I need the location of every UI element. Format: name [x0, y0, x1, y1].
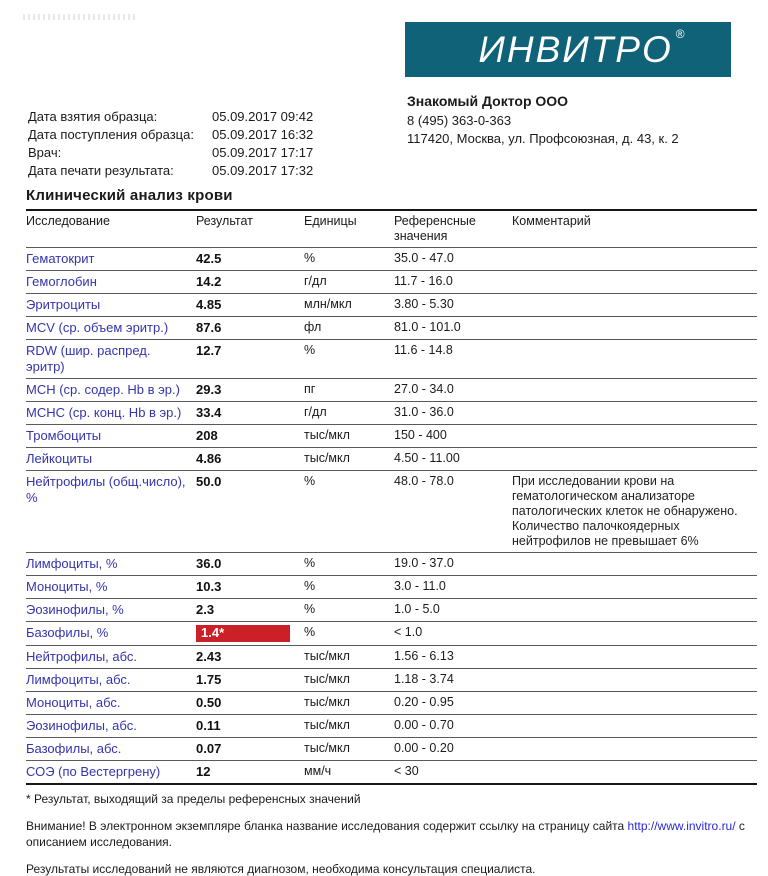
test-comment	[512, 761, 757, 785]
test-comment	[512, 448, 757, 471]
test-units: тыс/мкл	[304, 738, 394, 761]
test-reference: 19.0 - 37.0	[394, 553, 512, 576]
warning-text-prefix: Внимание! В электронном экземпляре бланка название исследования содержит ссылку на страницу сайта	[26, 819, 628, 833]
test-name: Эозинофилы, абс.	[26, 718, 137, 733]
date-value: 05.09.2017 17:17	[212, 145, 314, 160]
date-value: 05.09.2017 09:42	[212, 109, 314, 124]
table-row	[26, 471, 757, 553]
organization-phone: 8 (495) 363-0-363	[407, 113, 512, 128]
test-reference: < 1.0	[394, 622, 512, 646]
organization-name: Знакомый Доктор ООО	[407, 93, 569, 109]
test-comment	[512, 402, 757, 425]
test-result: 50.0	[196, 474, 222, 489]
test-units: млн/мкл	[304, 294, 394, 317]
test-comment	[512, 576, 757, 599]
sample-dates-block	[28, 108, 313, 180]
test-units: %	[304, 340, 394, 379]
test-name: Базофилы, %	[26, 625, 109, 640]
table-row	[26, 692, 757, 715]
column-header-reference: Референсные значения	[394, 210, 512, 248]
date-label: Врач:	[28, 145, 62, 160]
test-reference: < 30	[394, 761, 512, 785]
table-row	[26, 646, 757, 669]
test-comment: При исследовании крови на гематологическом анализаторе патологических клеток не обнаружено. Количество палочкоядерных нейтрофилов не превышает 6%	[512, 471, 757, 553]
test-name: Лимфоциты, абс.	[26, 672, 131, 687]
date-label: Дата взятия образца:	[28, 109, 158, 124]
test-result: 4.86	[196, 451, 222, 466]
test-reference: 1.56 - 6.13	[394, 646, 512, 669]
table-row	[26, 738, 757, 761]
test-units: %	[304, 599, 394, 622]
date-row	[28, 162, 313, 180]
date-label: Дата поступления образца:	[28, 127, 194, 142]
table-header-row	[26, 210, 757, 248]
test-reference: 48.0 - 78.0	[394, 471, 512, 553]
test-reference: 31.0 - 36.0	[394, 402, 512, 425]
test-name: Моноциты, %	[26, 579, 108, 594]
test-comment	[512, 425, 757, 448]
test-comment	[512, 271, 757, 294]
test-units: г/дл	[304, 271, 394, 294]
test-units: тыс/мкл	[304, 646, 394, 669]
column-header-comment: Комментарий	[512, 210, 757, 248]
test-result: 33.4	[196, 405, 222, 420]
test-name: Эритроциты	[26, 297, 101, 312]
registered-trademark-symbol: ®	[675, 26, 687, 41]
test-comment	[512, 715, 757, 738]
table-row	[26, 669, 757, 692]
table-row	[26, 271, 757, 294]
test-reference: 11.7 - 16.0	[394, 271, 512, 294]
date-value: 05.09.2017 16:32	[212, 127, 314, 142]
test-result: 0.11	[196, 718, 221, 733]
table-row	[26, 402, 757, 425]
table-row	[26, 715, 757, 738]
column-header-test: Исследование	[26, 210, 196, 248]
test-name: Гематокрит	[26, 251, 95, 266]
test-comment	[512, 646, 757, 669]
test-units: тыс/мкл	[304, 448, 394, 471]
test-comment	[512, 692, 757, 715]
invitro-site-link[interactable]: http://www.invitro.ru/	[627, 819, 736, 833]
test-result: 2.43	[196, 649, 222, 664]
column-header-result: Результат	[196, 210, 304, 248]
test-result: 1.4*	[196, 625, 290, 642]
test-units: тыс/мкл	[304, 669, 394, 692]
test-result: 2.3	[196, 602, 215, 617]
test-reference: 11.6 - 14.8	[394, 340, 512, 379]
test-comment	[512, 294, 757, 317]
table-row	[26, 317, 757, 340]
table-row	[26, 761, 757, 785]
out-of-range-footnote: * Результат, выходящий за пределы референсных значений	[26, 792, 361, 806]
test-result: 0.07	[196, 741, 222, 756]
test-name: Моноциты, абс.	[26, 695, 121, 710]
date-row	[28, 144, 313, 162]
test-name: Нейтрофилы, абс.	[26, 649, 138, 664]
test-result: 208	[196, 428, 218, 443]
test-comment	[512, 738, 757, 761]
test-reference: 0.00 - 0.70	[394, 715, 512, 738]
table-row	[26, 576, 757, 599]
test-name: СОЭ (по Вестергрену)	[26, 764, 161, 779]
invitro-logo-banner	[405, 22, 731, 77]
test-name: Лейкоциты	[26, 451, 93, 466]
test-reference: 0.20 - 0.95	[394, 692, 512, 715]
test-name: MCHC (ср. конц. Hb в эр.)	[26, 405, 182, 420]
test-name: Лимфоциты, %	[26, 556, 118, 571]
test-units: %	[304, 576, 394, 599]
table-row	[26, 294, 757, 317]
test-units: тыс/мкл	[304, 425, 394, 448]
faded-print-artifact	[23, 14, 135, 20]
test-name: Базофилы, абс.	[26, 741, 122, 756]
test-units: %	[304, 553, 394, 576]
column-header-units: Единицы	[304, 210, 394, 248]
test-name: Тромбоциты	[26, 428, 102, 443]
test-comment	[512, 599, 757, 622]
test-comment	[512, 248, 757, 271]
results-table	[26, 209, 757, 785]
test-result: 4.85	[196, 297, 222, 312]
test-name: RDW (шир. распред. эритр)	[26, 343, 151, 374]
table-row	[26, 622, 757, 646]
warning-note	[26, 818, 766, 850]
test-name: Эозинофилы, %	[26, 602, 124, 617]
test-reference: 3.80 - 5.30	[394, 294, 512, 317]
invitro-logo: ИНВИТРО ®	[478, 26, 687, 70]
test-reference: 1.18 - 3.74	[394, 669, 512, 692]
organization-address: 117420, Москва, ул. Профсоюзная, д. 43, к. 2	[407, 131, 679, 146]
test-reference: 0.00 - 0.20	[394, 738, 512, 761]
test-units: г/дл	[304, 402, 394, 425]
test-reference: 35.0 - 47.0	[394, 248, 512, 271]
test-reference: 3.0 - 11.0	[394, 576, 512, 599]
test-units: мм/ч	[304, 761, 394, 785]
table-row	[26, 425, 757, 448]
test-name: Гемоглобин	[26, 274, 97, 289]
test-comment	[512, 622, 757, 646]
test-reference: 27.0 - 34.0	[394, 379, 512, 402]
table-row	[26, 340, 757, 379]
test-name: Нейтрофилы (общ.число), %	[26, 474, 186, 505]
test-units: пг	[304, 379, 394, 402]
test-name: MCH (ср. содер. Hb в эр.)	[26, 382, 180, 397]
test-reference: 4.50 - 11.00	[394, 448, 512, 471]
date-label: Дата печати результата:	[28, 163, 174, 178]
organization-block	[407, 92, 679, 148]
test-result: 12	[196, 764, 211, 779]
date-row	[28, 108, 313, 126]
date-row	[28, 126, 313, 144]
table-row	[26, 248, 757, 271]
test-units: фл	[304, 317, 394, 340]
test-name: MCV (ср. объем эритр.)	[26, 320, 169, 335]
test-result: 29.3	[196, 382, 222, 397]
test-result: 87.6	[196, 320, 222, 335]
test-units: тыс/мкл	[304, 715, 394, 738]
report-title: Клинический анализ крови	[26, 187, 233, 204]
test-result: 12.7	[196, 343, 222, 358]
test-result: 10.3	[196, 579, 222, 594]
test-comment	[512, 553, 757, 576]
test-comment	[512, 379, 757, 402]
table-row	[26, 379, 757, 402]
test-result: 42.5	[196, 251, 222, 266]
test-result: 0.50	[196, 695, 222, 710]
test-units: %	[304, 248, 394, 271]
date-value: 05.09.2017 17:32	[212, 163, 314, 178]
table-row	[26, 553, 757, 576]
table-row	[26, 599, 757, 622]
test-units: %	[304, 471, 394, 553]
test-comment	[512, 317, 757, 340]
test-result: 14.2	[196, 274, 222, 289]
table-row	[26, 448, 757, 471]
test-reference: 150 - 400	[394, 425, 512, 448]
test-result: 36.0	[196, 556, 222, 571]
test-comment	[512, 340, 757, 379]
test-comment	[512, 669, 757, 692]
warning-text-suffix: с описанием исследования.	[26, 819, 745, 849]
test-reference: 1.0 - 5.0	[394, 599, 512, 622]
test-units: %	[304, 622, 394, 646]
test-reference: 81.0 - 101.0	[394, 317, 512, 340]
test-units: тыс/мкл	[304, 692, 394, 715]
test-result: 1.75	[196, 672, 222, 687]
disclaimer-note: Результаты исследований не являются диагнозом, необходима консультация специалиста.	[26, 862, 536, 876]
